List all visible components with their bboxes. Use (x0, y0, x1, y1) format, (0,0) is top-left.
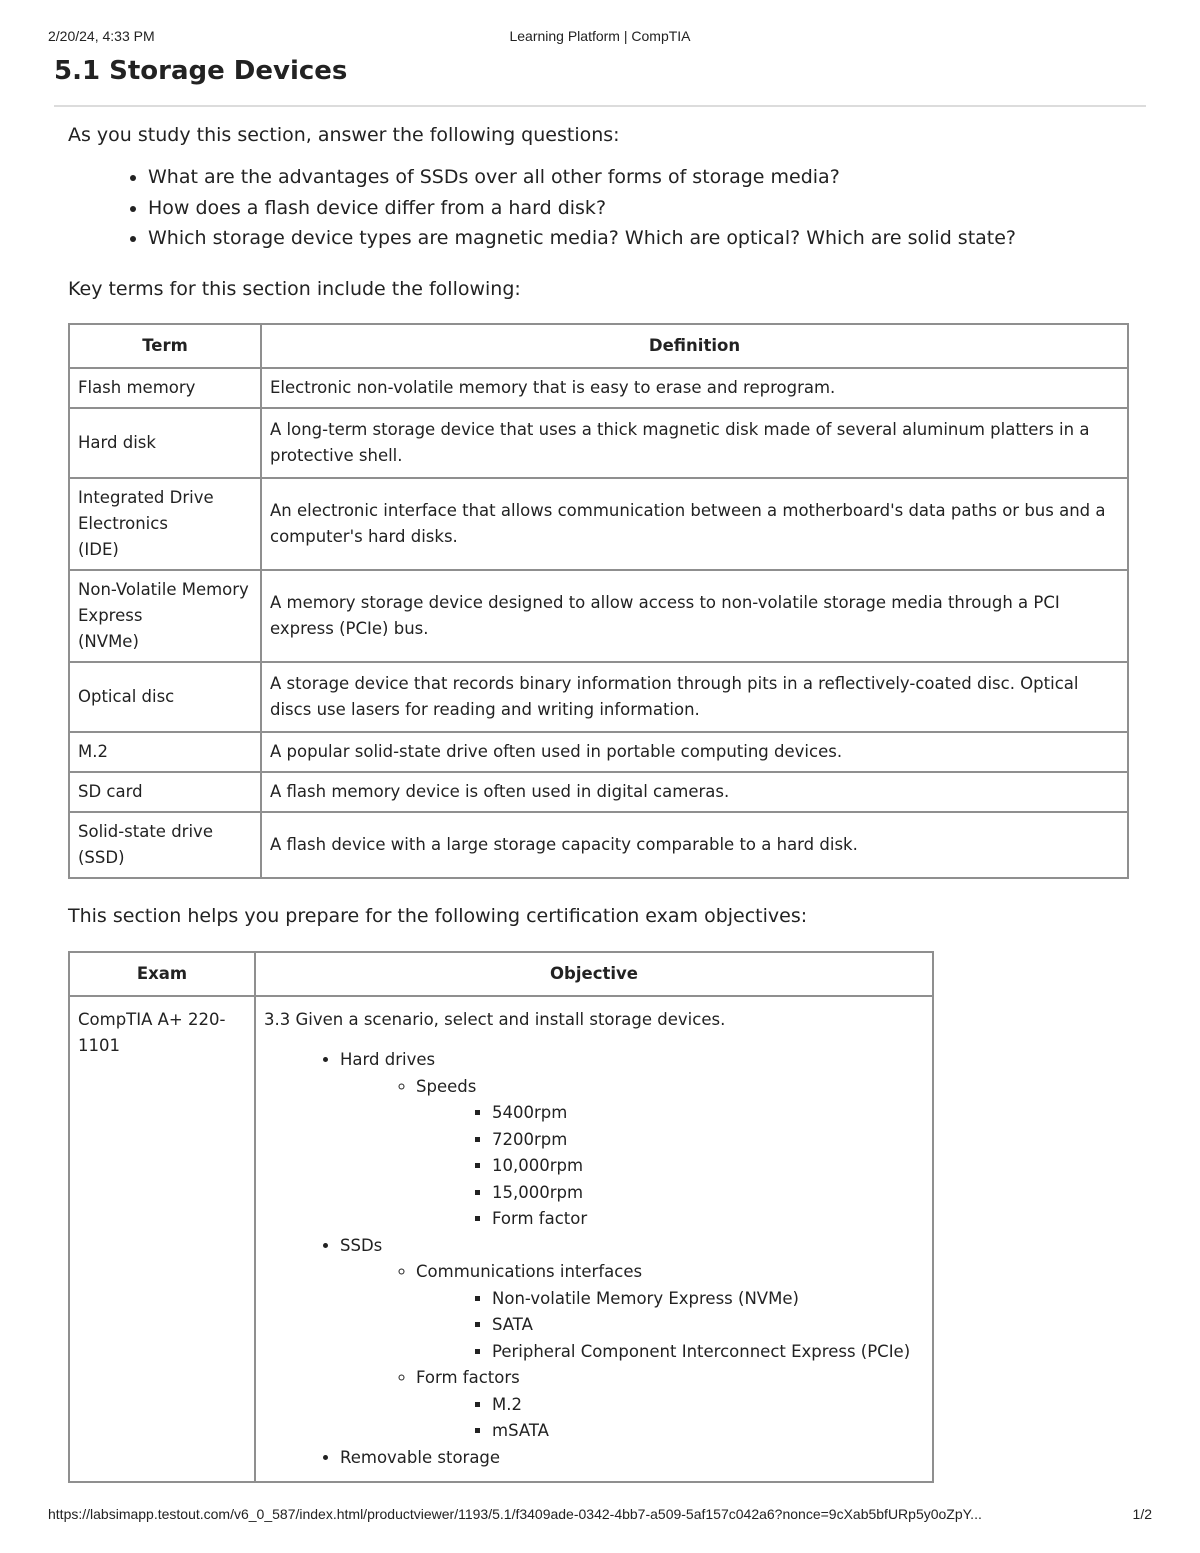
term-name: Solid-state drive (78, 821, 213, 841)
list-item: ▪ 15,000rpm (492, 1180, 924, 1207)
list-item (416, 1365, 924, 1445)
list-item: ▪ 7200rpm (492, 1127, 924, 1154)
table-row (69, 662, 1128, 732)
list-item-label: Communications interfaces (416, 1262, 643, 1281)
list-item (416, 1259, 924, 1365)
objective-cell (255, 996, 933, 1483)
key-terms-intro: Key terms for this section include the following: (68, 277, 521, 300)
list-item: ▪ Form factor (492, 1206, 924, 1233)
definition-cell: A memory storage device designed to allow access to non-volatile storage media through a PCI express (PCIe) bus. (261, 570, 1128, 662)
objective-title: 3.3 Given a scenario, select and install storage devices. (264, 1009, 726, 1029)
page-title: 5.1 Storage Devices (54, 56, 348, 86)
section-content (68, 120, 1130, 1526)
term-cell: SD card (69, 772, 261, 812)
table-row (69, 570, 1128, 662)
question-item: • How does a flash device differ from a hard disk? (148, 193, 1130, 224)
exam-objectives-intro: This section helps you prepare for the following certification exam objectives: (68, 904, 808, 927)
sub-list (416, 1100, 924, 1233)
term-cell: M.2 (69, 732, 261, 772)
definition-cell: A storage device that records binary information through pits in a reflectively-coated disc. Optical discs use lasers for reading and writing information. (261, 662, 1128, 732)
title-divider (54, 105, 1146, 107)
term-name: Non-Volatile Memory Express (78, 579, 249, 625)
list-item (340, 1445, 924, 1472)
table-header-row (69, 324, 1128, 368)
list-item: ▪ 5400rpm (492, 1100, 924, 1127)
list-item-label: Removable storage (340, 1447, 501, 1467)
table-header-row (69, 952, 933, 996)
list-item (416, 1074, 924, 1233)
definition-cell: An electronic interface that allows communication between a motherboard's data paths or bus and a computer's hard disks. (261, 478, 1128, 570)
table-row (69, 478, 1128, 570)
list-item: ▪ Non-volatile Memory Express (NVMe) (492, 1286, 924, 1313)
table-row (69, 408, 1128, 478)
definition-cell: A long-term storage device that uses a thick magnetic disk made of several aluminum platters in a protective shell. (261, 408, 1128, 478)
study-intro: As you study this section, answer the following questions: (68, 124, 620, 146)
term-header: Term (69, 324, 261, 368)
list-item-label: Speeds (416, 1076, 477, 1096)
list-item: ▪ SATA (492, 1312, 924, 1339)
list-item: ▪ M.2 (492, 1392, 924, 1419)
table-row (69, 368, 1128, 408)
list-item: ▪ Peripheral Component Interconnect Express (PCIe) (492, 1339, 924, 1366)
table-row (69, 812, 1128, 878)
exam-objectives-table (68, 951, 934, 1484)
table-row (69, 732, 1128, 772)
list-item (340, 1233, 924, 1445)
print-datetime: 2/20/24, 4:33 PM (48, 28, 155, 44)
term-name: Integrated Drive Electronics (78, 487, 214, 533)
exam-cell: CompTIA A+ 220-1101 (69, 996, 255, 1483)
question-item: • Which storage device types are magnetic media? Which are optical? Which are solid state? (148, 223, 1130, 254)
page-url: https://labsimapp.testout.com/v6_0_587/index.html/productviewer/1193/5.1/f3409ade-0342-4bb7-a509-5af157c042a6?nonce=9cXab5bfURp5y0oZpY... (48, 1506, 982, 1522)
list-item-label: Form factors (416, 1368, 520, 1387)
term-cell: Hard disk (69, 408, 261, 478)
definition-cell: A flash device with a large storage capacity comparable to a hard disk. (261, 812, 1128, 878)
term-cell: Flash memory (69, 368, 261, 408)
key-terms-table (68, 323, 1129, 879)
question-item: • What are the advantages of SSDs over all other forms of storage media? (148, 162, 1130, 193)
page-number: 1/2 (1132, 1506, 1152, 1522)
term-abbreviation: (IDE) (78, 539, 119, 559)
print-footer (48, 1506, 1152, 1526)
term-abbreviation: (NVMe) (78, 631, 139, 651)
definition-cell: A popular solid-state drive often used in portable computing devices. (261, 732, 1128, 772)
print-site-title: Learning Platform | CompTIA (509, 28, 691, 44)
term-cell (69, 478, 261, 570)
definition-cell: Electronic non-volatile memory that is easy to erase and reprogram. (261, 368, 1128, 408)
definition-header: Definition (261, 324, 1128, 368)
sub-list (340, 1259, 924, 1445)
list-item: ▪ mSATA (492, 1418, 924, 1445)
list-item-label: Hard drives (340, 1050, 436, 1069)
exam-header: Exam (69, 952, 255, 996)
definition-cell: A flash memory device is often used in digital cameras. (261, 772, 1128, 812)
exam-table-clip (68, 951, 1130, 1526)
sub-list (416, 1392, 924, 1445)
table-row (69, 996, 933, 1483)
sub-list (416, 1286, 924, 1366)
sub-list (340, 1074, 924, 1233)
objective-header: Objective (255, 952, 933, 996)
study-questions (68, 162, 1130, 254)
objective-list (264, 1047, 924, 1471)
term-abbreviation: (SSD) (78, 847, 125, 867)
term-cell: Optical disc (69, 662, 261, 732)
term-cell (69, 812, 261, 878)
print-header (48, 28, 1152, 48)
list-item: ▪ 10,000rpm (492, 1153, 924, 1180)
table-row (69, 772, 1128, 812)
list-item (340, 1047, 924, 1233)
list-item-label: SSDs (340, 1235, 383, 1255)
term-cell (69, 570, 261, 662)
